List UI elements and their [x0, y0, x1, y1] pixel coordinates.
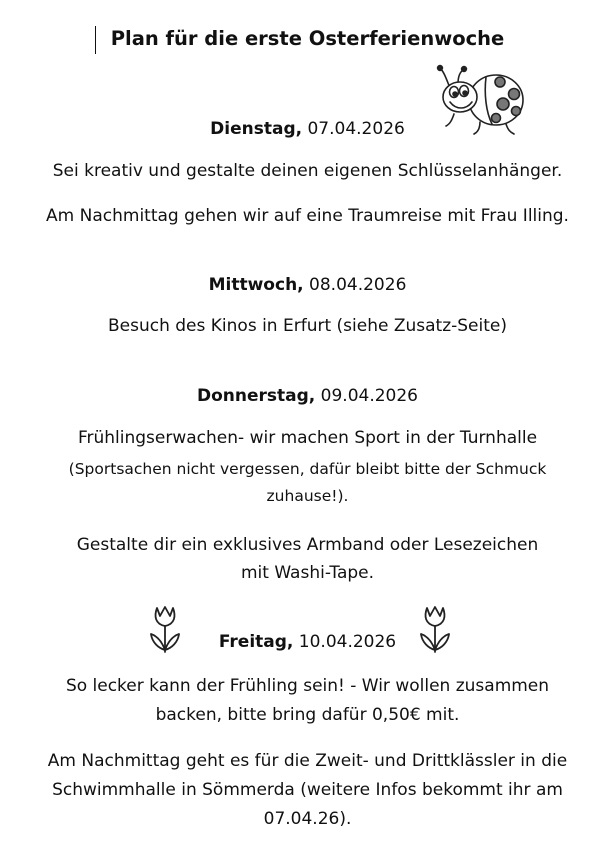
day-name: Donnerstag, — [196, 386, 316, 406]
dienstag-activity-2: Am Nachmittag gehen wir auf eine Traumreise mit Frau Illing. — [46, 206, 569, 226]
mittwoch-activity-1: Besuch des Kinos in Erfurt (siehe Zusatz-Seite) — [107, 316, 507, 336]
donnerstag-activity-2: Gestalte dir ein exklusives Armband oder Lesezeichen — [76, 535, 539, 555]
day-date: 09.04.2026 — [320, 386, 418, 406]
freitag-activity-5: 07.04.26). — [263, 809, 352, 829]
page-title: Plan für die erste Osterferienwoche — [110, 27, 505, 50]
freitag-activity-1: So lecker kann der Frühling sein! - Wir wollen zusammen — [65, 676, 550, 696]
freitag-activity-4: Schwimmhalle in Sömmerda (weitere Infos bekommt ihr am — [52, 780, 563, 800]
donnerstag-activity-3: mit Washi-Tape. — [240, 563, 375, 583]
day-heading-dienstag — [0, 118, 615, 140]
day-name: Mittwoch, — [208, 275, 304, 295]
dienstag-activity-1: Sei kreativ und gestalte deinen eigenen Schlüsselanhänger. — [52, 161, 563, 181]
freitag-activity-2: backen, bitte bring dafür 0,50€ mit. — [155, 705, 460, 725]
day-name: Dienstag, — [210, 119, 303, 139]
freitag-activity-3: Am Nachmittag geht es für die Zweit- und Drittklässler in die — [47, 751, 568, 771]
day-name: Freitag, — [218, 632, 294, 652]
day-date: 07.04.2026 — [307, 119, 405, 139]
day-heading-mittwoch — [0, 274, 615, 296]
donnerstag-activity-1: Frühlingserwachen- wir machen Sport in der Turnhalle — [77, 428, 538, 448]
day-date: 10.04.2026 — [298, 632, 397, 652]
day-date: 08.04.2026 — [309, 275, 407, 295]
day-heading-freitag — [0, 631, 615, 653]
donnerstag-activity-note-1: (Sportsachen nicht vergessen, dafür bleibt bitte der Schmuck — [68, 460, 547, 478]
donnerstag-activity-note-2: zuhause!). — [266, 487, 349, 505]
day-heading-donnerstag — [0, 385, 615, 407]
